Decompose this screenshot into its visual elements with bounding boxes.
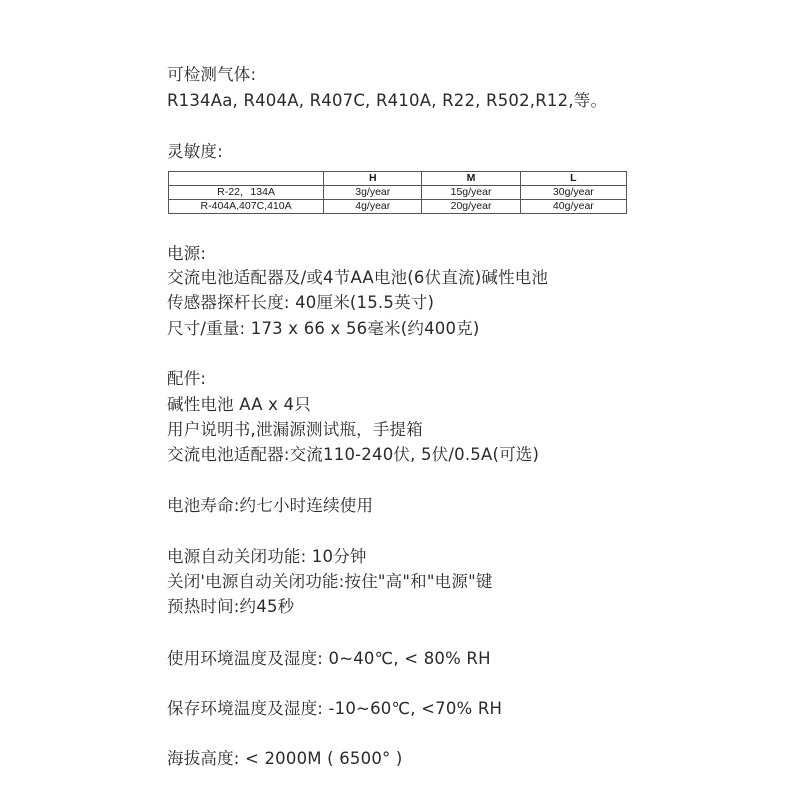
table-header-cell: L <box>520 172 626 186</box>
accessories-line: 碱性电池 AA x 4只 <box>167 395 311 414</box>
auto-off-line: 关闭'电源自动关闭功能:按住"高"和"电源"键 <box>167 572 493 591</box>
table-header-cell: M <box>422 172 520 186</box>
power-label: 电源: <box>167 244 207 263</box>
altitude: 海拔高度: < 2000M ( 6500° ) <box>167 749 403 768</box>
auto-off-line: 电源自动关闭功能: 10分钟 <box>167 547 367 566</box>
gases-value: R134Aa, R404A, R407C, R410A, R22, R502,R12,等。 <box>167 91 608 110</box>
accessories-line: 交流电池适配器:交流110-240伏, 5伏/0.5A(可选) <box>167 445 540 464</box>
table-cell: 3g/year <box>324 186 422 200</box>
table-cell: R-22，134A <box>169 186 324 200</box>
table-cell: 30g/year <box>520 186 626 200</box>
table-header-row <box>169 172 627 186</box>
power-line: 交流电池适配器及/或4节AA电池(6伏直流)碱性电池 <box>167 268 549 287</box>
sensitivity-table <box>168 171 627 214</box>
auto-off-line: 预热时间:约45秒 <box>167 597 295 616</box>
power-line: 尺寸/重量: 173 x 66 x 56毫米(约400克) <box>167 319 480 338</box>
storage-environment: 保存环境温度及湿度: -10~60℃, <70% RH <box>167 699 503 718</box>
table-row <box>169 200 627 214</box>
accessories-line: 用户说明书,泄漏源测试瓶，手提箱 <box>167 420 423 439</box>
power-line: 传感器探杆长度: 40厘米(15.5英寸) <box>167 293 435 312</box>
sensitivity-label: 灵敏度: <box>167 142 223 161</box>
battery-life: 电池寿命:约七小时连续使用 <box>167 496 374 515</box>
accessories-label: 配件: <box>167 369 207 388</box>
gases-label: 可检测气体: <box>167 65 257 84</box>
table-cell: 20g/year <box>422 200 520 214</box>
table-row <box>169 186 627 200</box>
table-cell: R-404A,407C,410A <box>169 200 324 214</box>
operating-environment: 使用环境温度及湿度: 0~40℃, < 80% RH <box>167 649 491 668</box>
table-header-cell: H <box>324 172 422 186</box>
table-header-cell <box>169 172 324 186</box>
table-cell: 40g/year <box>520 200 626 214</box>
table-cell: 15g/year <box>422 186 520 200</box>
table-cell: 4g/year <box>324 200 422 214</box>
